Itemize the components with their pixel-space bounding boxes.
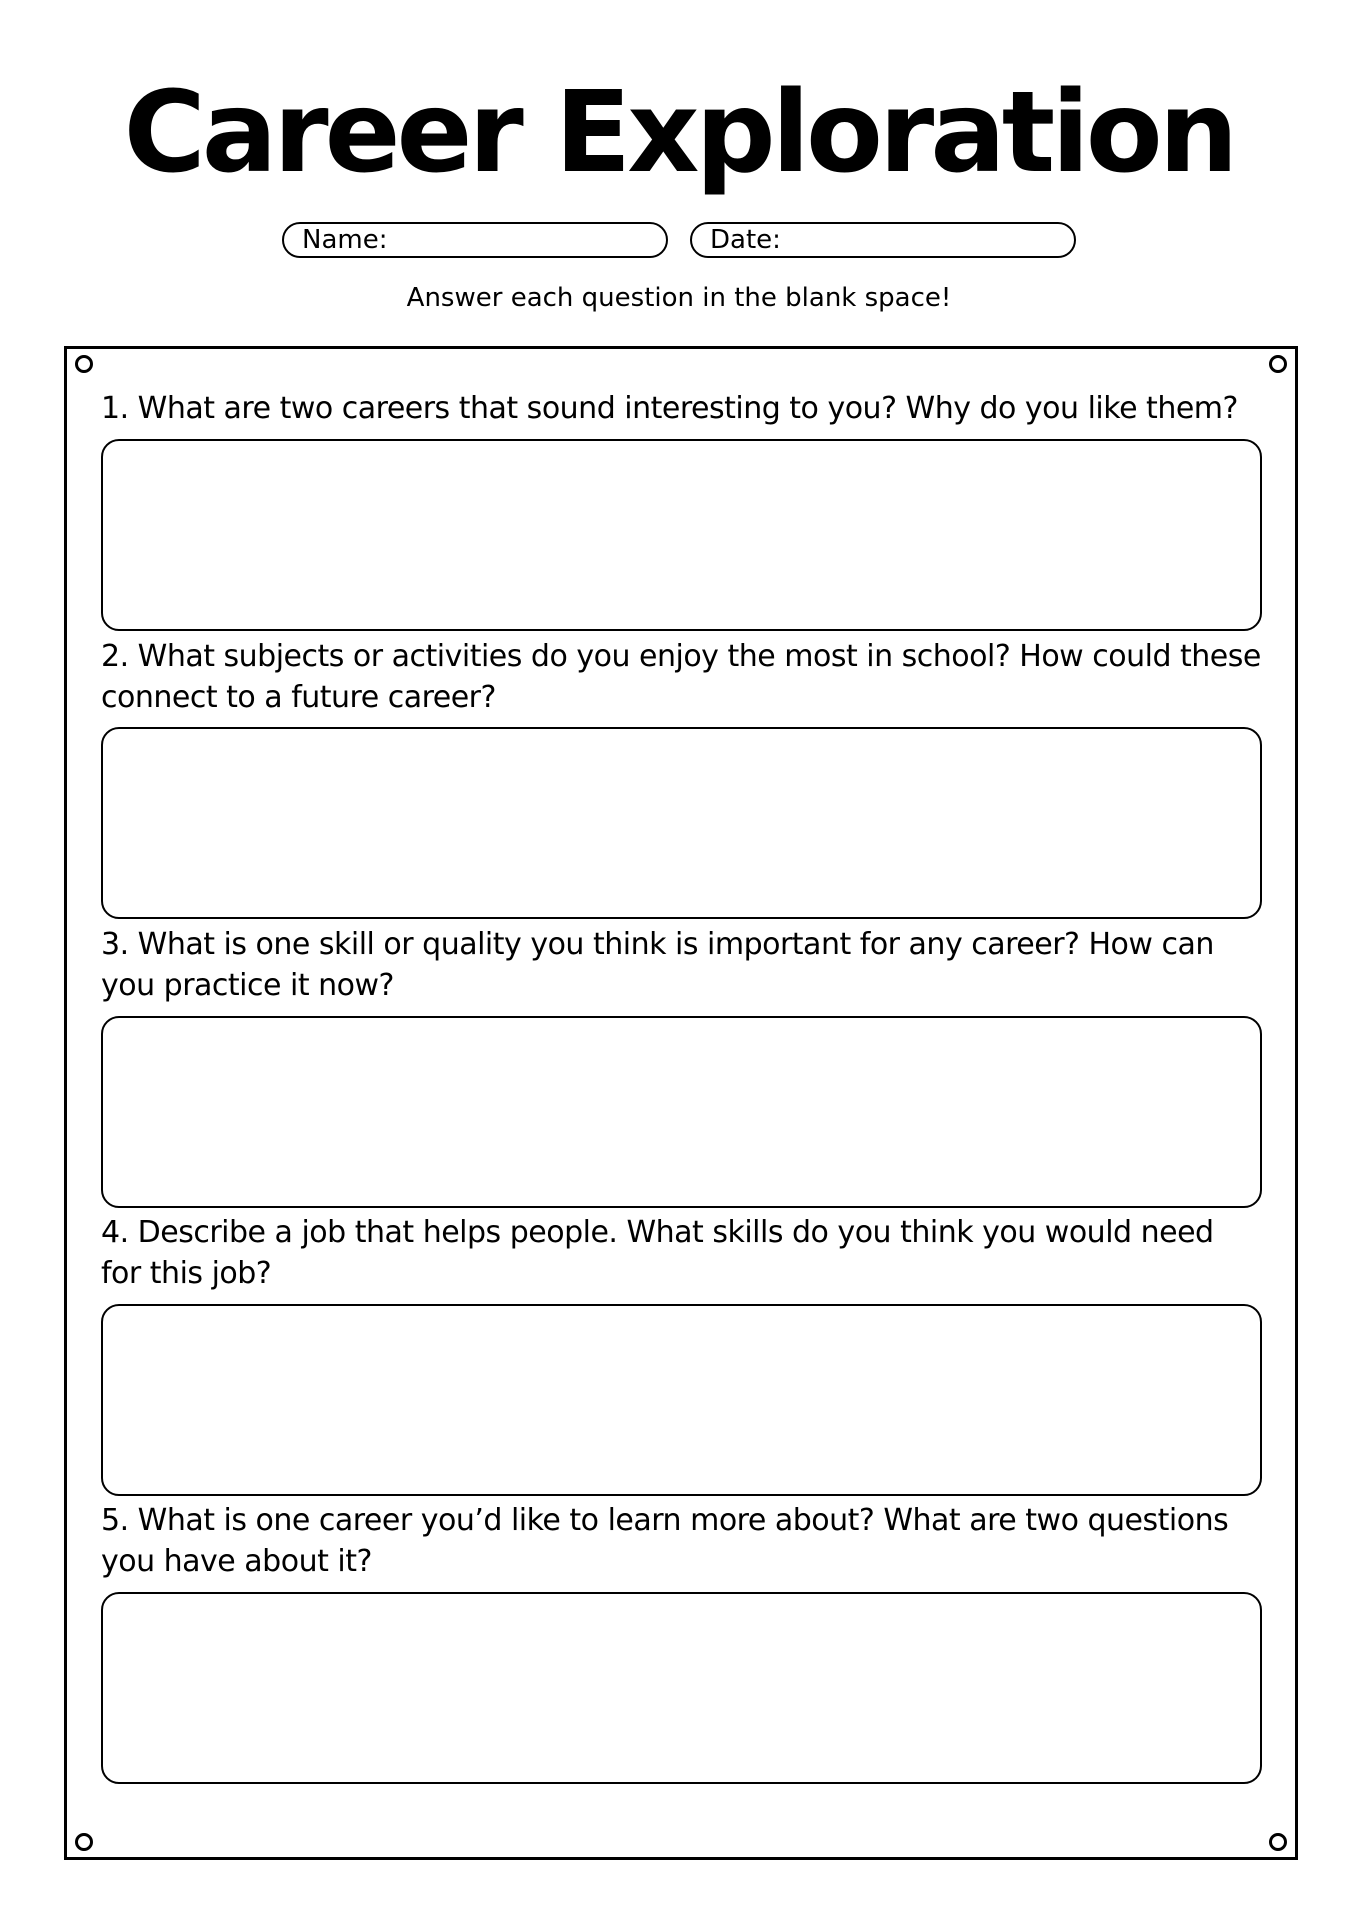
corner-rivet-icon (1269, 355, 1287, 373)
question-3: 3. What is one skill or quality you think is important for any career? How can you practice it now? (101, 927, 1214, 1003)
date-field[interactable] (690, 222, 1076, 258)
date-label: Date: (710, 225, 781, 255)
answer-box-2[interactable] (101, 727, 1262, 919)
page-title: Career Exploration (123, 68, 1235, 198)
name-field[interactable] (282, 222, 668, 258)
question-2: 2. What subjects or activities do you enjoy the most in school? How could these connect to a future career? (101, 639, 1261, 715)
answer-box-1[interactable] (101, 439, 1262, 631)
answer-box-3[interactable] (101, 1016, 1262, 1208)
question-1: 1. What are two careers that sound interesting to you? Why do you like them? (101, 391, 1238, 426)
corner-rivet-icon (1269, 1833, 1287, 1851)
question-5: 5. What is one career you’d like to learn more about? What are two questions you have about it? (101, 1503, 1229, 1579)
corner-rivet-icon (75, 355, 93, 373)
corner-rivet-icon (75, 1833, 93, 1851)
answer-box-5[interactable] (101, 1592, 1262, 1784)
instructions: Answer each question in the blank space! (406, 283, 952, 313)
name-label: Name: (302, 225, 388, 255)
answer-box-4[interactable] (101, 1304, 1262, 1496)
question-4: 4. Describe a job that helps people. What skills do you think you would need for this job? (101, 1215, 1214, 1291)
